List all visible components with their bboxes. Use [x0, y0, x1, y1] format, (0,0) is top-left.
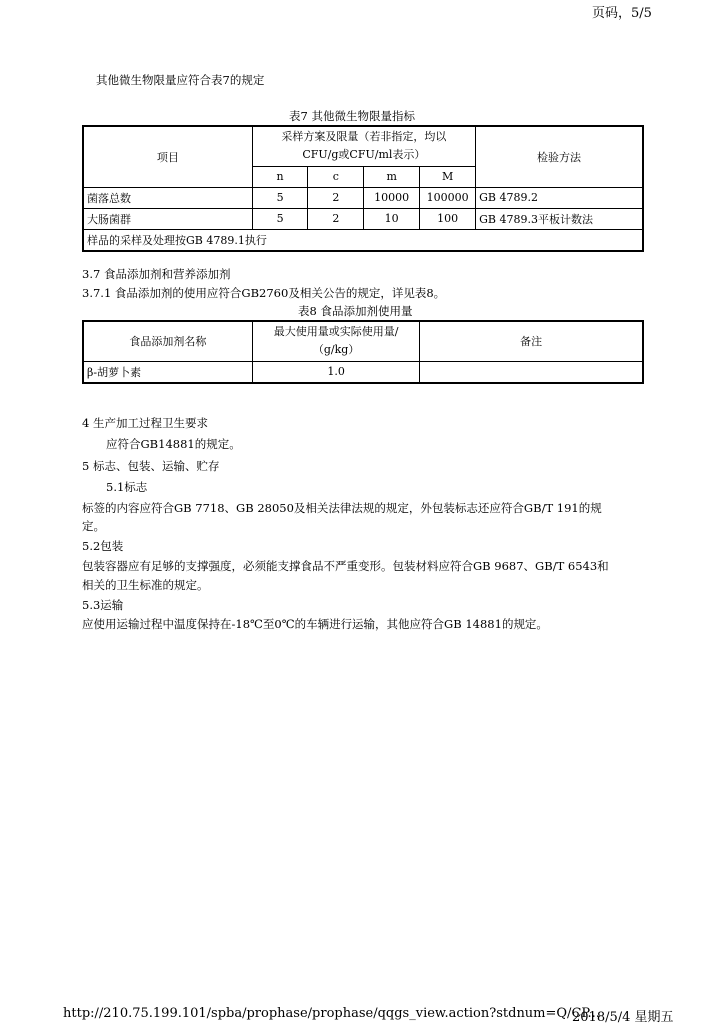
table8-header-name: 食品添加剂名称	[83, 321, 252, 361]
table7-cell-c: 2	[308, 208, 364, 229]
table7-cell-n: 5	[252, 208, 308, 229]
section-3-7-1-text: 3.7.1 食品添加剂的使用应符合GB2760及相关公告的规定，详见表8。	[82, 286, 446, 300]
table7-subheader-c: c	[308, 166, 364, 187]
table8-title: 表8 食品添加剂使用量	[298, 304, 413, 318]
table8	[82, 320, 644, 384]
section-5-2-text-line2: 相关的卫生标准的规定。	[82, 578, 209, 592]
section-5-1-text-line1: 标签的内容应符合GB 7718、GB 28050及相关法律法规的规定，外包装标志还应符合GB/T 191的规	[82, 501, 602, 515]
table7-subheader-M: M	[420, 166, 476, 187]
table7-header-method: 检验方法	[476, 126, 643, 187]
table-row	[83, 361, 643, 383]
table-row	[83, 187, 643, 208]
section-4-heading: 4 生产加工过程卫生要求	[82, 416, 208, 430]
table7-cell-n: 5	[252, 187, 308, 208]
footer-url[interactable]: http://210.75.199.101/spba/prophase/prophase/qqgs_view.action?stdnum=Q/CP...	[63, 1006, 600, 1021]
section-5-1-heading: 5.1标志	[106, 480, 148, 494]
table7-header-plan	[252, 126, 475, 166]
table7-footnote: 样品的采样及处理按GB 4789.1执行	[83, 229, 643, 251]
table8-header-max-line2: （g/kg）	[312, 343, 360, 357]
table7	[82, 125, 644, 252]
table8-cell-note	[420, 361, 643, 383]
table7-cell-M: 100000	[420, 187, 476, 208]
table7-cell-method: GB 4789.3平板计数法	[476, 208, 643, 229]
footer-date: 2018/5/4 星期五	[572, 1010, 674, 1025]
table7-cell-item: 菌落总数	[83, 187, 252, 208]
table7-header-item: 项目	[83, 126, 252, 187]
section-5-heading: 5 标志、包装、运输、贮存	[82, 459, 220, 473]
table7-cell-c: 2	[308, 187, 364, 208]
table7-subheader-n: n	[252, 166, 308, 187]
table7-cell-method: GB 4789.2	[476, 187, 643, 208]
intro-text: 其他微生物限量应符合表7的规定	[96, 73, 265, 87]
section-5-1-text-line2: 定。	[82, 519, 105, 533]
table7-cell-m: 10	[364, 208, 420, 229]
section-4-text: 应符合GB14881的规定。	[106, 437, 241, 451]
table8-header-max-line1: 最大使用量或实际使用量/	[273, 325, 399, 339]
section-5-2-heading: 5.2包装	[82, 539, 124, 553]
section-5-2-text-line1: 包装容器应有足够的支撑强度，必须能支撑食品不严重变形。包装材料应符合GB 9687、GB/T 6543和	[82, 559, 609, 573]
table7-header-plan-line2: CFU/g或CFU/ml表示）	[302, 148, 426, 162]
table-row	[83, 208, 643, 229]
table7-subheader-m: m	[364, 166, 420, 187]
section-5-3-heading: 5.3运输	[82, 598, 124, 612]
table8-header-max	[252, 321, 420, 361]
table7-cell-m: 10000	[364, 187, 420, 208]
table8-cell-max: 1.0	[252, 361, 420, 383]
table7-cell-item: 大肠菌群	[83, 208, 252, 229]
section-5-3-text: 应使用运输过程中温度保持在-18℃至0℃的车辆进行运输，其他应符合GB 14881的规定。	[82, 617, 548, 631]
table7-title: 表7 其他微生物限量指标	[289, 109, 415, 123]
table7-header-plan-line1: 采样方案及限量（若非指定，均以	[281, 130, 447, 144]
table8-header-note: 备注	[420, 321, 643, 361]
table7-cell-M: 100	[420, 208, 476, 229]
page-number: 页码，5/5	[592, 6, 652, 21]
section-3-7-heading: 3.7 食品添加剂和营养添加剂	[82, 267, 231, 281]
table8-cell-name: β-胡萝卜素	[83, 361, 252, 383]
